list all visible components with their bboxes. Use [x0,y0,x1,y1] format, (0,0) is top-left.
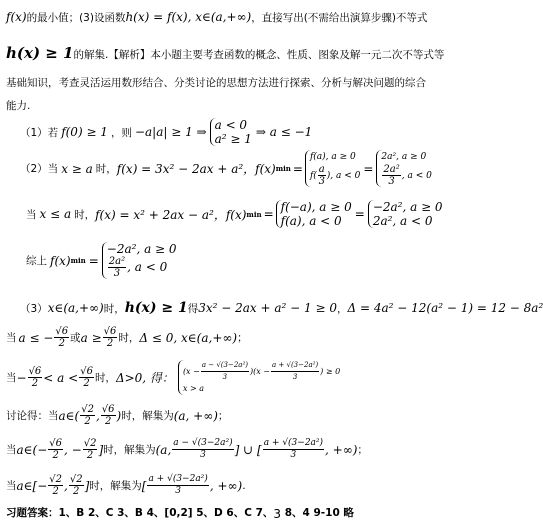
line-4: 能力. [6,100,31,112]
text: 时，解集为 [103,444,156,456]
case-b [6,360,340,395]
num: √6 [103,326,117,337]
fraction [101,404,116,427]
math: Δ ≤ 0, x∈(a,+∞) [139,330,238,345]
math: a∈(− [16,442,48,457]
num: √2 [49,474,63,485]
den: 3 [175,486,181,496]
text: ； [357,444,368,456]
t: ), a < 0 [326,171,361,181]
math: ] ∪ [ [234,442,262,457]
label: 当 [26,208,37,221]
fraction [271,360,319,383]
case-row: −2a², a ≥ 0 [106,242,177,256]
den: 2 [31,378,39,389]
math: ] [84,478,90,493]
summary [26,242,177,279]
den: 2 [52,486,59,497]
text: 时，解集为 [121,410,174,422]
case-c [6,404,228,427]
den: 3 [200,450,206,460]
t: ) ≥ 0 [320,366,341,376]
subscript: min [246,209,262,219]
case-row: f(a), a < 0 [280,214,342,228]
answers: 习题答案：1、B 2、C 3、B 4、[0,2] 5、D 6、C 7、 [6,507,274,519]
fraction [83,438,98,461]
system-brace [178,360,340,395]
math: , − [64,442,82,457]
den: 2 [84,416,91,427]
t: , a < 0 [401,171,432,181]
math: = [363,161,374,176]
math-result: ⇒ a ≤ −1 [255,125,313,139]
fraction [318,164,326,187]
case-row: f(−a), a ≥ 0 [280,200,352,214]
label: （3） [20,302,48,315]
den: 3 [292,373,298,381]
fraction [147,474,208,497]
math: = [263,207,274,221]
math: , [64,478,68,493]
den: 3 [388,176,395,187]
label: 当 [6,332,17,344]
text: 时， [94,372,116,384]
den: 2 [52,450,59,461]
subscript: min [70,256,86,265]
math-fx: f(x) [6,10,27,24]
case-brace [276,200,352,228]
fraction [79,366,94,389]
case-row: 2a², a < 0 [372,214,433,228]
row: a² ≥ 1 [214,132,252,146]
math: ) [116,408,122,423]
case-row: f(a), a ≥ 0 [309,152,356,162]
num: a + √(3−2a²) [148,474,208,484]
math: = [354,207,365,221]
den: 3 [222,373,228,381]
case-row [381,164,431,187]
case-row: −2a², a ≥ 0 [372,200,443,214]
part-3 [20,300,543,316]
label: 当 [6,444,17,456]
math: − [16,370,27,385]
math: , +∞) [209,478,243,493]
den: 3 [318,176,325,187]
label: 当 [6,480,17,492]
line-2 [6,43,444,62]
answers-rest: 8、4 9-10 略 [281,507,354,519]
num: a − √(3−2a²) [201,360,249,372]
num: √6 [80,366,93,377]
math: x ≤ a [39,207,72,221]
den: 2 [86,450,94,461]
math: x ≥ a [61,161,93,176]
math: f(x) = 3x² − 2ax + a²，f(x) [116,162,276,176]
system-brace [210,118,252,146]
math: a ≤ − [18,330,54,345]
num: √2 [83,438,97,449]
text: ，则 [110,126,132,139]
line-1 [6,6,427,25]
text: 得 [187,302,199,315]
case-e [6,474,246,497]
math: −a|a| ≥ 1 ⇒ [134,125,207,139]
math: ] [98,442,104,457]
part-2 [20,150,432,187]
part-1 [20,118,312,146]
math: < a < [43,370,79,385]
math: a∈( [58,408,80,423]
num: a − √(3−2a²) [173,438,233,448]
text: 或 [70,332,81,344]
text: ； [217,410,229,422]
t: f( [309,171,317,181]
row: a < 0 [214,118,248,132]
case-row: 2a², a ≥ 0 [381,152,427,162]
case-row [310,164,360,187]
fraction [172,438,233,461]
text: 时， [103,302,125,315]
fraction [80,404,95,427]
math: 3x² − 2ax + a² − 1 ≥ 0 [198,301,337,315]
case-row [107,256,177,279]
label: （2）当 [20,163,59,175]
num: √2 [69,474,83,485]
math: , +∞) [325,442,358,457]
num: √2 [81,404,94,415]
label: 综上 [26,255,47,267]
case-brace [102,242,177,279]
fraction [48,438,63,461]
math: Δ>0, 得： [115,371,174,385]
text: ； [237,332,248,344]
num: a + √(3−2a²) [263,438,324,448]
fraction [201,360,249,383]
num: 2a² [383,164,400,175]
case-d [6,438,368,461]
den: 2 [83,378,90,389]
den: 3 [290,450,297,460]
den: 3 [113,268,121,279]
den: 2 [73,486,80,497]
text: . [242,479,246,492]
label: 当 [6,372,17,384]
den: 2 [106,338,114,349]
math: = [88,253,99,268]
math-inequality: h(x) ≥ 1 [6,44,74,62]
math: [ [141,478,147,493]
math: f(0) ≥ 1 [61,125,108,139]
fraction [48,474,63,497]
text: ，直接写出(不需给出演算步骤)不等式 [251,12,428,24]
answer-line [6,505,354,521]
text: 时， [95,163,117,175]
num: √6 [101,404,115,415]
num: √6 [49,438,63,449]
math: h(x) ≥ 1 [124,300,188,316]
math: (a, [155,442,172,457]
answer-7: 3 [273,507,282,521]
label: 讨论得：当 [6,410,59,422]
math: f(x) = x² + 2ax − a²，f(x) [95,207,247,222]
num: 2a² [108,256,126,267]
den: 2 [104,416,112,427]
den: 2 [58,338,65,349]
math: a∈[− [16,478,48,493]
fraction [69,474,84,497]
text: 时， [118,332,140,344]
case-brace [305,150,360,187]
t: (x − [182,366,200,376]
text: ， [336,302,348,315]
line-3: 基础知识，考查灵活运用数形结合、分类讨论的思想方法进行探索、分析与解决问题的综合 [6,77,426,89]
t: , a < 0 [127,260,168,274]
math: f(x) [50,253,71,268]
subscript: min [275,164,291,173]
math: Δ = 4a² − 12(a² − 1) = 12 − 8a² [347,301,543,315]
text: 时， [74,208,96,221]
row [183,360,340,383]
t: )(x − [250,366,270,376]
num: √6 [28,366,42,377]
text: 时，解集为 [89,480,142,492]
text: 的最小值；(3)设函数 [26,12,126,24]
row: x > a [182,384,205,393]
fraction [103,326,118,349]
part-2b [26,200,443,228]
math: a ≥ [80,330,102,345]
case-brace [376,150,431,187]
fraction [108,256,126,279]
math: x∈(a,+∞) [47,301,104,315]
num: a + √(3−2a²) [271,360,319,372]
math: , [95,408,100,423]
case-brace [368,200,443,228]
text: 的解集.【解析】本小题主要考查函数的概念、性质、图象及解一元二次不等式等 [73,49,445,61]
num: √6 [55,326,69,337]
math: (a, +∞) [173,408,218,423]
math: = [292,161,303,176]
fraction [382,164,400,187]
fraction [54,326,69,349]
fraction [28,366,43,389]
fraction [263,438,324,461]
math-hx-def: h(x) = f(x), x∈(a,+∞) [125,10,252,24]
num: a [318,164,325,175]
label: （1）若 [20,126,59,139]
case-a [6,326,248,349]
